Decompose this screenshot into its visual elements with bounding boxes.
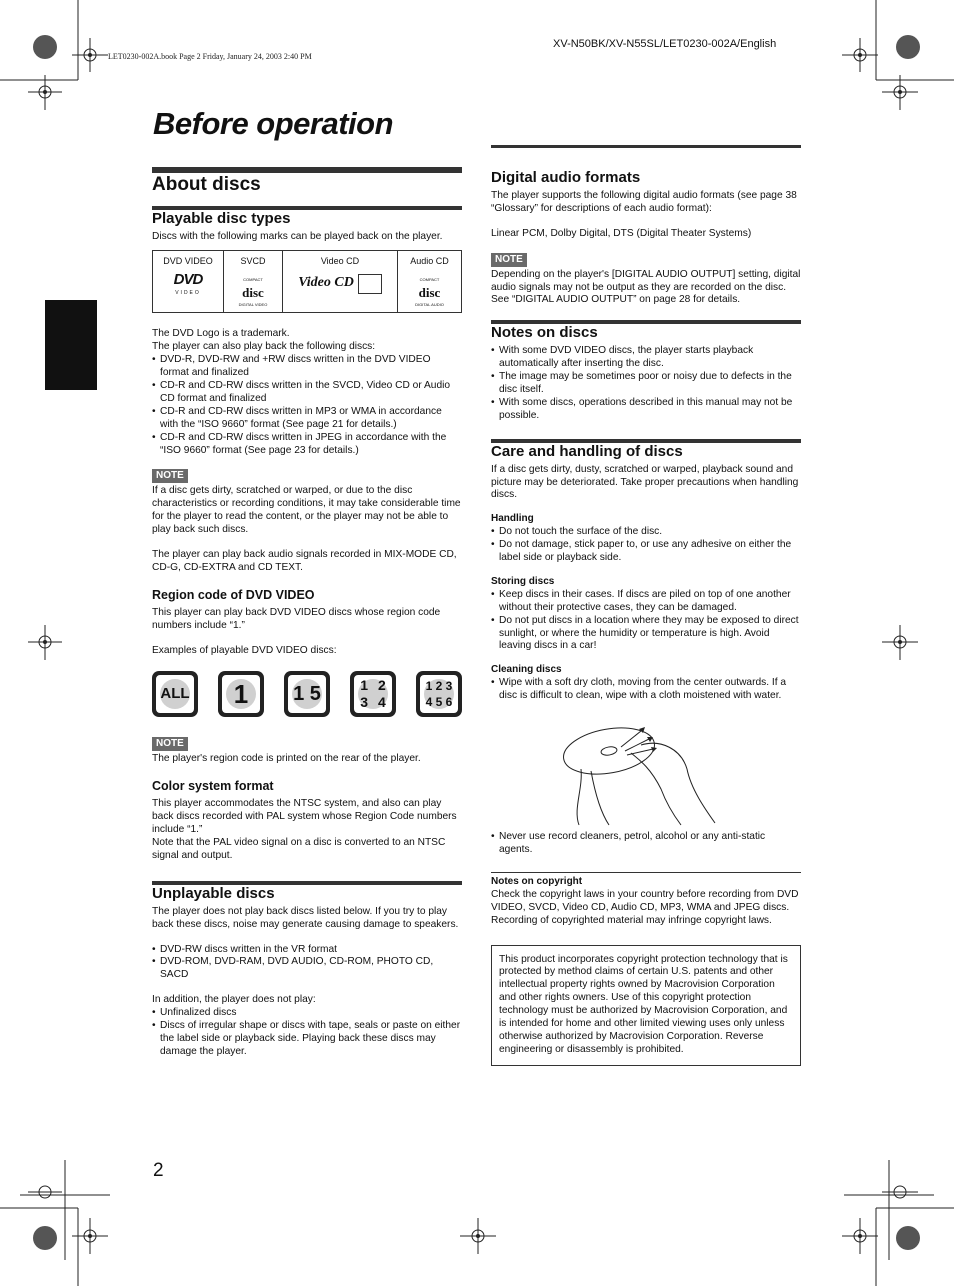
list-item: • Unfinalized discs bbox=[152, 1007, 462, 1020]
disc-label: Video CD bbox=[320, 255, 360, 266]
list-item: • With some DVD VIDEO discs, the player starts playback automatically after inserting the disc. bbox=[491, 345, 801, 371]
digital-heading: Digital audio formats bbox=[491, 169, 641, 186]
list-item: • CD-R and CD-RW discs written in JPEG in accordance with the “ISO 9660” format (See page 23 for details.) bbox=[152, 432, 462, 458]
note-badge: NOTE bbox=[152, 469, 188, 483]
side-tab-line1: Before bbox=[108, 325, 118, 355]
cleaners-list bbox=[491, 831, 801, 857]
color-heading: Color system format bbox=[152, 779, 274, 794]
vcd-logo: Video CD bbox=[285, 274, 395, 294]
list-item: • CD-R and CD-RW discs written in MP3 or WMA in accordance with the “ISO 9660” format (See page 21 for details.) bbox=[152, 406, 462, 432]
section-bar bbox=[491, 145, 801, 148]
cleaning-heading: Cleaning discs bbox=[491, 664, 562, 676]
right-column bbox=[491, 145, 801, 1066]
region-text: This player can play back DVD VIDEO discs whose region code numbers include “1.” bbox=[152, 606, 441, 631]
note-text: Depending on the player's [DIGITAL AUDIO OUTPUT] setting, digital audio signals may not be output as they are recorded on the disc. See “DIGITAL AUDIO OUTPUT” on page 28 for details. bbox=[491, 268, 801, 306]
compact-disc-icon bbox=[358, 274, 382, 294]
side-tab bbox=[45, 300, 97, 390]
disc-cell-vcd bbox=[283, 250, 398, 313]
region-1-5-icon: 1 5 bbox=[284, 671, 330, 717]
storing-heading: Storing discs bbox=[491, 575, 555, 587]
side-tab-line2: operation bbox=[118, 319, 128, 361]
color-text: This player accommodates the NTSC system, and also can play back discs recorded with PAL system whose Region Code numbers include “1.” bbox=[152, 798, 457, 836]
disc-cleaning-illustration bbox=[491, 709, 801, 827]
copyright-text: Recording of copyrighted material may infringe copyright laws. bbox=[491, 914, 772, 926]
list-item: • Do not put discs in a location where they may be exposed to direct sunlight, or where the humidity or temperature is high. Avoid leaving discs in a car! bbox=[491, 615, 801, 654]
handling-list bbox=[491, 526, 801, 565]
macrovision-box bbox=[491, 945, 801, 1066]
left-column bbox=[152, 167, 462, 1059]
region-examples-text: Examples of playable DVD VIDEO discs: bbox=[152, 644, 337, 656]
list-item: • Wipe with a soft dry cloth, moving from the center outwards. If a disc is difficult to clean, wipe with a cloth moistened with water. bbox=[491, 677, 801, 703]
disc-types-table bbox=[152, 250, 462, 314]
audio-cd-logo: COMPACT disc DIGITAL AUDIO bbox=[415, 276, 444, 308]
disc-cell-svcd bbox=[224, 250, 283, 313]
page-title: Before operation bbox=[153, 106, 394, 141]
color-text: Note that the PAL video signal on a disc is converted to an NTSC signal and output. bbox=[152, 837, 446, 861]
digital-formats: Linear PCM, Dolby Digital, DTS (Digital Theater Systems) bbox=[491, 227, 752, 239]
list-item: • DVD-R, DVD-RW and +RW discs written in the DVD VIDEO format and finalized bbox=[152, 354, 462, 380]
handling-heading: Handling bbox=[491, 513, 534, 525]
region-all-icon: ALL bbox=[152, 671, 198, 717]
care-heading: Care and handling of discs bbox=[491, 442, 683, 460]
region-1-6-icon: 1 2 3 4 5 6 bbox=[416, 671, 462, 717]
digital-text: The player supports the following digital audio formats (see page 38 “Glossary” for descriptions of each audio format): bbox=[491, 189, 797, 214]
storing-list bbox=[491, 589, 801, 654]
care-intro: If a disc gets dirty, dusty, scratched or warped, playback sound and picture may be deteriorated. Take proper precautions when handling discs. bbox=[491, 463, 799, 501]
unplayable-heading: Unplayable discs bbox=[152, 884, 275, 902]
also-play-text: The player can also play back the following discs: bbox=[152, 341, 376, 353]
disc-label: Audio CD bbox=[410, 255, 449, 266]
list-item: • CD-R and CD-RW discs written in the SVCD, Video CD or Audio CD format and finalized bbox=[152, 380, 462, 406]
file-info: LET0230-002A.book Page 2 Friday, January 24, 2003 2:40 PM bbox=[108, 52, 312, 61]
disc-cell-audio bbox=[398, 250, 462, 313]
list-item: • The image may be sometimes poor or noisy due to defects in the disc itself. bbox=[491, 371, 801, 397]
macrovision-text: This product incorporates copyright protection technology that is protected by method claims of certain U.S. patents and other intellectual property rights owned by Macrovision Corporation and other rights owners. Use of this copyright protection technology must be authorized by Macrovision Corporation, and is intended for home and other limited viewing uses only unless otherwise authorized by Macrovision Corporation. Reverse engineering or disassembly is prohibited. bbox=[499, 953, 788, 1055]
unplayable-intro: The player does not play back discs listed below. If you try to play back these discs, noise may generate causing damage to speakers. bbox=[152, 905, 459, 930]
list-item: • Discs of irregular shape or discs with tape, seals or paste on either the label side or playback side. Playing back these discs may damage the player. bbox=[152, 1020, 462, 1059]
mix-mode-text: The player can play back audio signals recorded in MIX-MODE CD, CD-G, CD-EXTRA and CD TEXT. bbox=[152, 549, 457, 573]
trademark-text: The DVD Logo is a trademark. bbox=[152, 328, 290, 340]
region-1-icon: 1 bbox=[218, 671, 264, 717]
unplayable-list bbox=[152, 944, 462, 983]
disc-cell-dvd bbox=[153, 250, 224, 313]
list-item: • Do not damage, stick paper to, or use any adhesive on either the label side or playback side. bbox=[491, 539, 801, 565]
section-bar bbox=[152, 167, 462, 173]
note-text: If a disc gets dirty, scratched or warped, or due to the disc characteristics or recording conditions, it may take considerable time for the player to read the content, or the player may not be able to play back such discs. bbox=[152, 485, 461, 536]
disc-label: DVD VIDEO bbox=[163, 255, 213, 266]
notes-heading: Notes on discs bbox=[491, 324, 598, 342]
about-heading: About discs bbox=[152, 174, 261, 195]
note-badge: NOTE bbox=[491, 253, 527, 267]
region-1-2-3-4-icon: 1 2 3 4 bbox=[350, 671, 396, 717]
notes-list bbox=[491, 345, 801, 422]
playable-heading: Playable disc types bbox=[152, 209, 291, 227]
copyright-text: Check the copyright laws in your country before recording from DVD VIDEO, SVCD, Video CD, Audio CD, MP3, WMA and JPEG discs. bbox=[491, 888, 799, 913]
also-play-list bbox=[152, 354, 462, 457]
playable-intro: Discs with the following marks can be played back on the player. bbox=[152, 230, 443, 242]
copyright-heading: Notes on copyright bbox=[491, 875, 583, 887]
svcd-logo: COMPACT disc DIGITAL VIDEO bbox=[238, 276, 268, 308]
list-item: • With some discs, operations described in this manual may not be possible. bbox=[491, 397, 801, 423]
addition-text: In addition, the player does not play: bbox=[152, 994, 316, 1006]
list-item: • Keep discs in their cases. If discs are piled on top of one another without their protective cases, they can be damaged. bbox=[491, 589, 801, 615]
note-text: The player's region code is printed on the rear of the player. bbox=[152, 753, 421, 765]
cleaning-list bbox=[491, 677, 801, 703]
divider bbox=[491, 872, 801, 873]
note-badge: NOTE bbox=[152, 737, 188, 751]
list-item: • Never use record cleaners, petrol, alcohol or any anti-static agents. bbox=[491, 831, 801, 857]
model-number: XV-N50BK/XV-N55SL/LET0230-002A/English bbox=[553, 38, 777, 50]
disc-label: SVCD bbox=[240, 255, 266, 266]
list-item: • DVD-ROM, DVD-RAM, DVD AUDIO, CD-ROM, PHOTO CD, SACD bbox=[152, 956, 462, 982]
region-icons bbox=[152, 671, 462, 717]
region-heading: Region code of DVD VIDEO bbox=[152, 587, 315, 602]
dvd-logo: DVD VIDEO bbox=[173, 270, 203, 296]
page-number: 2 bbox=[153, 1160, 164, 1181]
list-item: • DVD-RW discs written in the VR format bbox=[152, 944, 462, 957]
addition-list bbox=[152, 1007, 462, 1059]
list-item: • Do not touch the surface of the disc. bbox=[491, 526, 801, 539]
